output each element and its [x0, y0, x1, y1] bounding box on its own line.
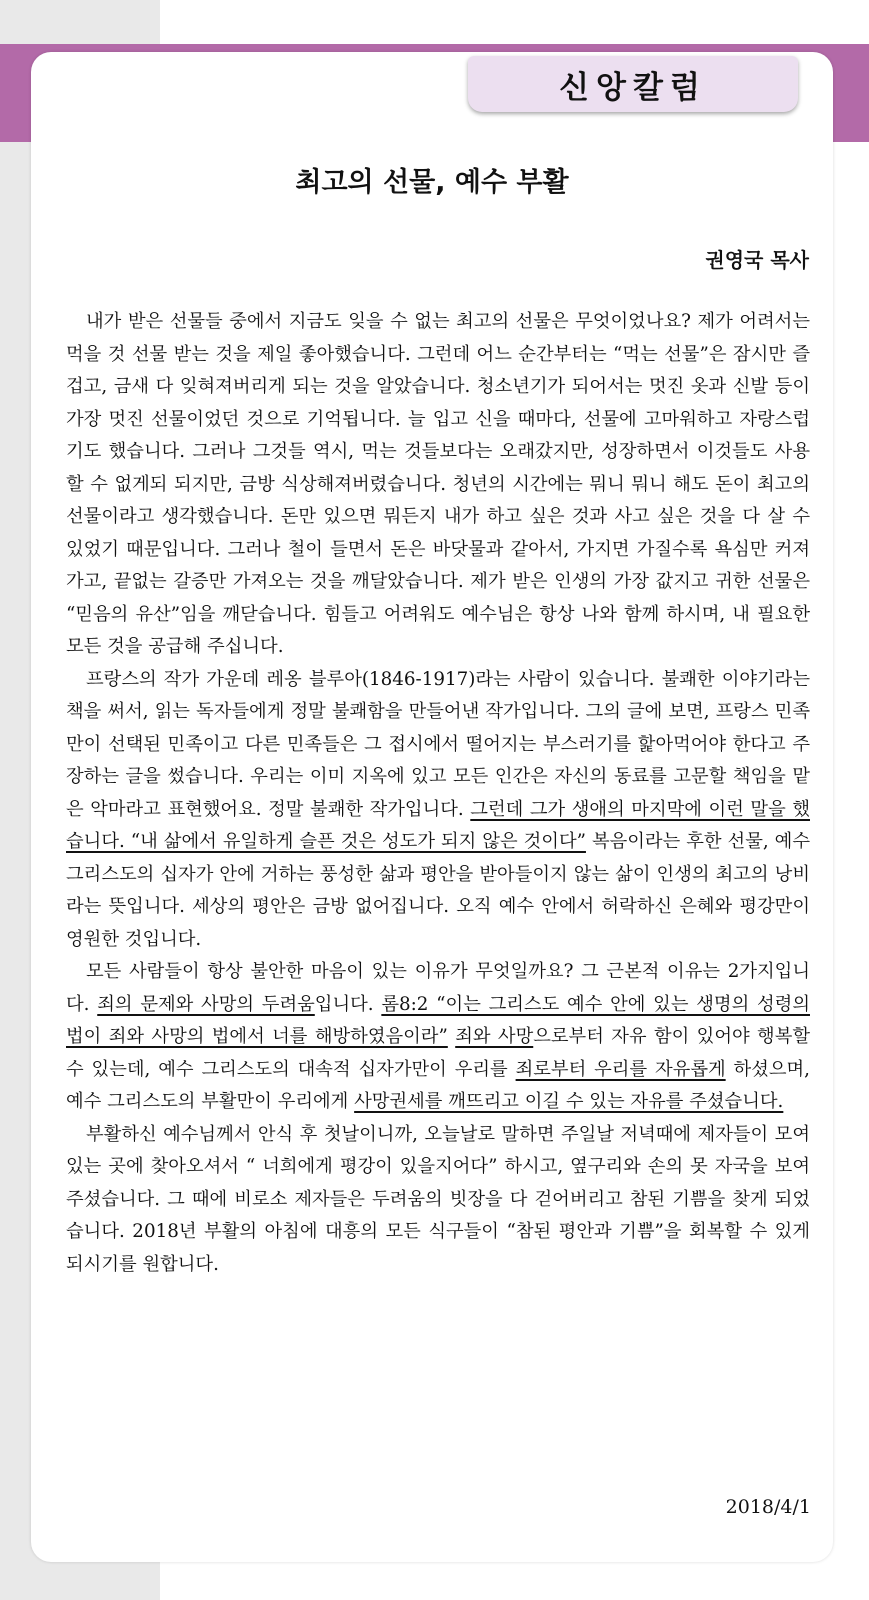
paragraph-3-text-b: 입니다. [314, 993, 382, 1015]
paragraph-1-text: 내가 받은 선물들 중에서 지금도 잊을 수 없는 최고의 선물은 무엇이었나요? 제가 어려서는 먹을 것 선물 받는 것을 제일 좋아했습니다. 그런데 어느 순간부터는 “먹는 선물”은 잠시만 즐겁고, 금새 다 잊혀져버리게 되는 것을 알았습니다. 청소년기가 되어서는 멋진 옷과 신발 등이 가장 멋진 선물이었던 것으로 기억됩니다. 늘 입고 신을 때마다, 선물에 고마워하고 자랑스럽기도 했습니다. 그러나 그것들 역시, 먹는 것들보다는 오래갔지만, 성장하면서 이것들도 사용할 수 없게되 되지만, 금방 식상해져버렸습니다. 청년의 시간에는 뭐니 뭐니 해도 돈이 최고의 선물이라고 생각했습니다. 돈만 있으면 뭐든지 내가 하고 싶은 것과 사고 싶은 것을 다 살 수 있었기 때문입니다. 그러나 철이 들면서 돈은 바닷물과 같아서, 가지면 가질수록 욕심만 커져가고, 끝없는 갈증만 가져오는 것을 깨달았습니다. 제가 받은 인생의 가장 값지고 귀한 선물은 “믿음의 유산”임을 깨닫습니다. 힘들고 어려워도 예수님은 항상 나와 함께 하시며, 내 필요한 모든 것을 공급해 주십니다. [66, 311, 810, 657]
underlined-sin-death-short: 죄와 사망 [455, 1026, 534, 1047]
paragraph-3-text-a: 모든 사람들이 항상 불안한 마음이 있는 이유가 무엇일까요? 그 근본적 이유는 2가지입니다. [66, 961, 810, 1015]
underlined-quote-bloy: 그런데 그가 생애의 마지막에 이런 말을 했습니다. “내 삶에서 유일하게 슬픈 것은 성도가 되지 않은 것이다” [66, 798, 810, 852]
paragraph-2-text-b: 복음이라는 후한 선물, 예수 그리스도의 십자가 안에 거하는 풍성한 삶과 평안을 받아들이지 않는 삶이 인생의 최고의 낭비라는 뜻입니다. 세상의 평안은 금방 없어집니다. 오직 예수 안에서 허락하신 은혜와 평강만이 영원한 것입니다. [66, 831, 811, 950]
article-date: 2018/4/1 [725, 1496, 811, 1518]
paragraph-2 [66, 664, 810, 957]
paragraph-1 [66, 306, 810, 664]
paragraph-3-text-d: 으로부터 자유 함이 있어야 행복할 수 있는데, 예수 그리스도의 대속적 십자가만이 우리를 [66, 1026, 811, 1080]
article-author: 권영국 목사 [705, 248, 809, 272]
underlined-romans-verse: 롬8:2 “이는 그리스도 예수 안에 있는 생명의 성령의 법이 죄와 사망의 법에서 너를 해방하였음이라” [66, 993, 810, 1047]
paragraph-3-text-e: 하셨으며, 예수 그리스도의 부활만이 우리에게 [66, 1058, 810, 1112]
column-tab [468, 56, 798, 112]
column-tab-title: 신앙칼럼 [559, 69, 707, 106]
underlined-freedom-from-sin: 죄로부터 우리를 자유롭게 [515, 1058, 726, 1080]
underlined-sin-and-death: 죄의 문제와 사망의 두려움 [97, 993, 315, 1015]
underlined-victory-over-death: 사망권세를 깨뜨리고 이길 수 있는 자유를 주셨습니다. [354, 1091, 784, 1112]
article-body [66, 306, 810, 1281]
paragraph-4-text: 부활하신 예수님께서 안식 후 첫날이니까, 오늘날로 말하면 주일날 저녁때에 제자들이 모여 있는 곳에 찾아오셔서 “ 너희에게 평강이 있을지어다” 하시고, 옆구리와 손의 못 자국을 보여주셨습니다. 그 때에 비로소 제자들은 두려움의 빗장을 다 걷어버리고 참된 기쁨을 찾게 되었습니다. 2018년 부활의 아침에 대흥의 모든 식구들이 “참된 평안과 기쁨”을 회복할 수 있게 되시기를 원합니다. [66, 1123, 810, 1275]
article-title: 최고의 선물, 예수 부활 [295, 167, 569, 198]
paragraph-2-text-a: 프랑스의 작가 가운데 레옹 블루아(1846-1917)라는 사람이 있습니다. 불쾌한 이야기라는 책을 써서, 읽는 독자들에게 정말 불쾌함을 만들어낸 작가입니다. 그의 글에 보면, 프랑스 민족만이 선택된 민족이고 다른 민족들은 그 접시에서 떨어지는 부스러기를 핥아먹어야 한다고 주장하는 글을 썼습니다. 우리는 이미 지옥에 있고 모든 인간은 자신의 동료를 고문할 책임을 맡은 악마라고 표현했어요. 정말 불쾌한 작가입니다. [66, 668, 810, 820]
paragraph-3 [66, 956, 810, 1119]
paragraph-4 [66, 1119, 810, 1282]
